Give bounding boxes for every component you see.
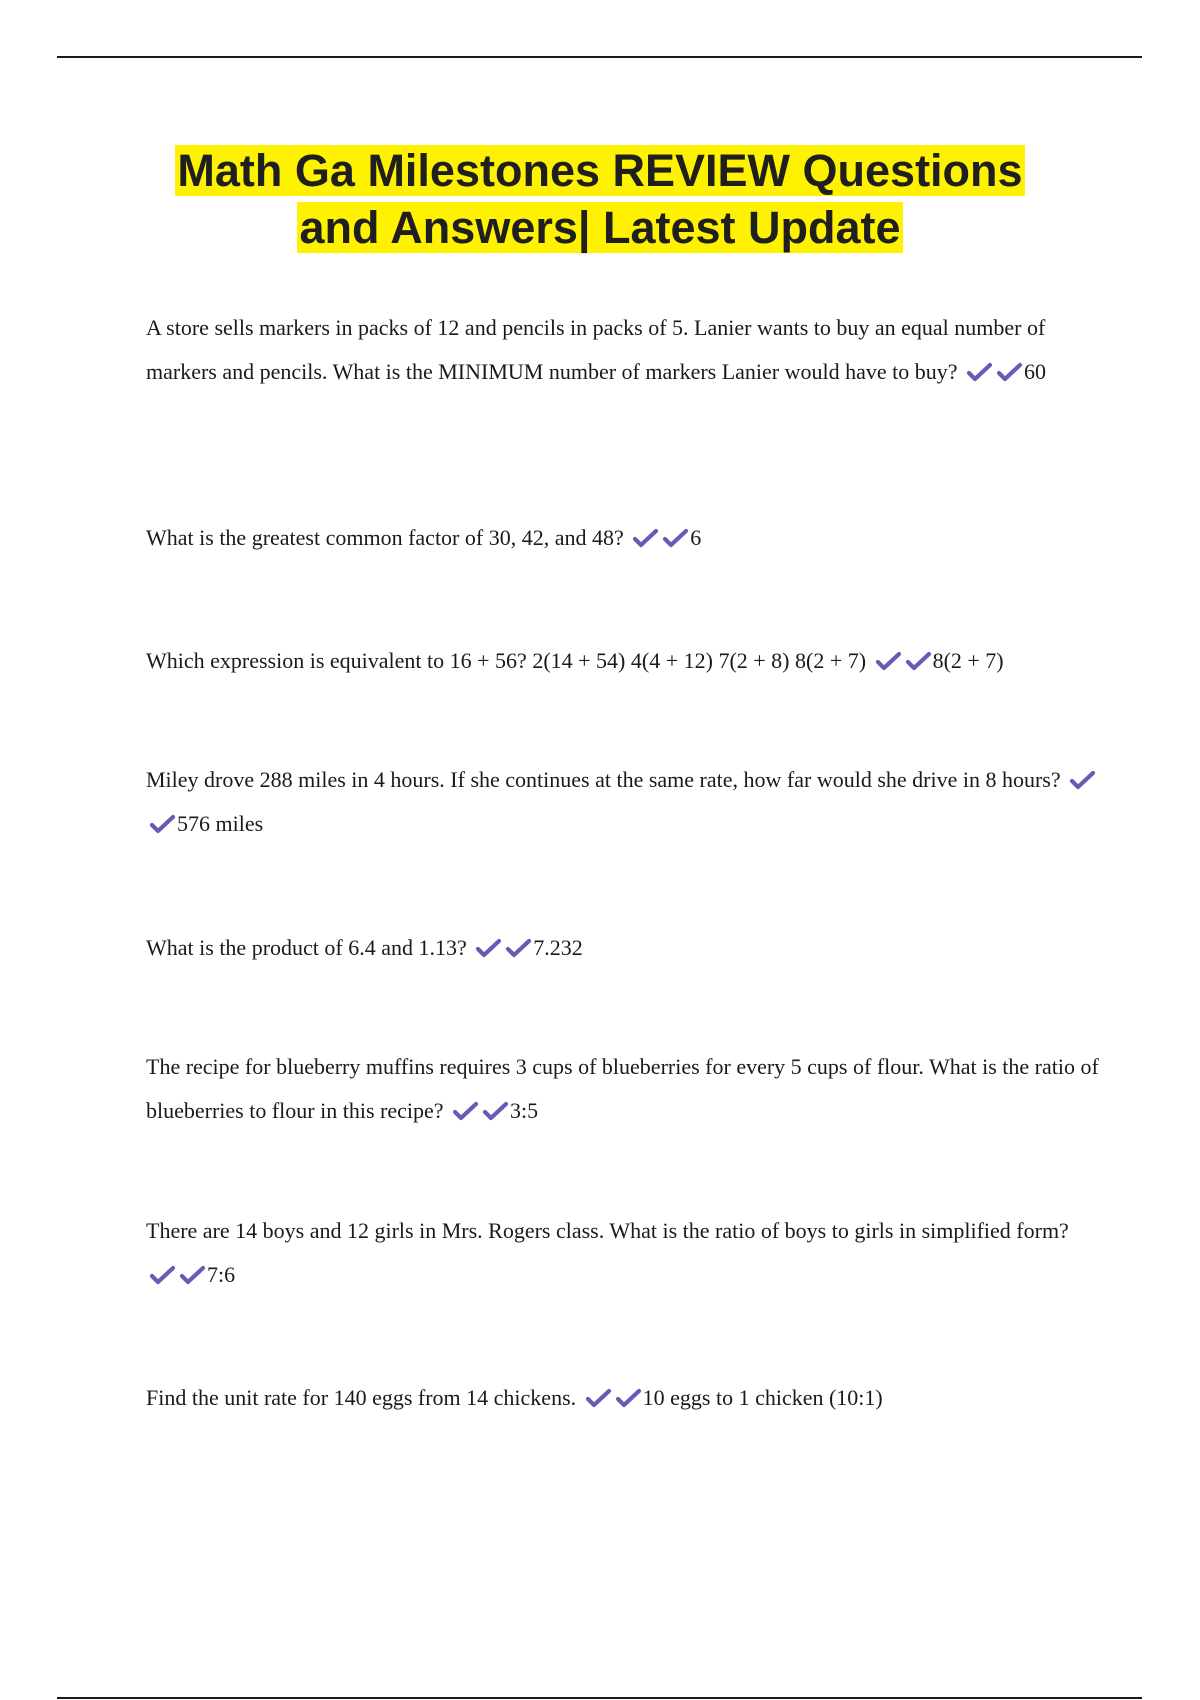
question-text: What is the greatest common factor of 30, 42, and 48? [146,525,624,550]
question-text: The recipe for blueberry muffins requires 3 cups of blueberries for every 5 cups of flour. What is the ratio of blueberries to flour in this recipe? [146,1054,1099,1123]
question-text: Miley drove 288 miles in 4 hours. If she continues at the same rate, how far would she drive in 8 hours? [146,767,1061,792]
question-text: A store sells markers in packs of 12 and pencils in packs of 5. Lanier wants to buy an equal number of markers and pencils. What is the MINIMUM number of markers Lanier would have to buy? [146,315,1046,384]
qa-item-4 [146,758,1101,846]
check-icon [505,937,532,959]
question-text: Which expression is equivalent to 16 + 56? 2(14 + 54) 4(4 + 12) 7(2 + 8) 8(2 + 7) [146,648,867,673]
answer-text: 8(2 + 7) [932,648,1004,673]
answer-text: 6 [690,525,702,550]
answer-text: 3:5 [510,1098,539,1123]
title-line-2: and Answers| Latest Update [299,202,901,253]
qa-item-3 [146,639,1101,683]
check-icon [905,650,932,672]
check-icon [632,527,659,549]
check-icon [149,1264,176,1286]
bottom-rule [57,1697,1142,1699]
check-icon [452,1100,479,1122]
answer-text: 7.232 [533,935,583,960]
qa-item-1 [146,306,1101,394]
qa-item-6 [146,1045,1101,1133]
check-icon [475,937,502,959]
title-line-1: Math Ga Milestones REVIEW Questions [177,145,1023,196]
qa-item-8 [146,1376,1101,1420]
check-icon [615,1387,642,1409]
answer-text: 7:6 [207,1262,236,1287]
answer-text: 60 [1024,359,1047,384]
check-icon [875,650,902,672]
check-icon [966,361,993,383]
document-title [80,142,1120,256]
question-text: Find the unit rate for 140 eggs from 14 chickens. [146,1385,577,1410]
check-icon [179,1264,206,1286]
qa-item-5 [146,926,1101,970]
check-icon [1069,769,1096,791]
top-rule [57,56,1142,58]
qa-item-2 [146,516,1101,560]
question-text: What is the product of 6.4 and 1.13? [146,935,467,960]
qa-item-7 [146,1209,1101,1297]
check-icon [482,1100,509,1122]
check-icon [585,1387,612,1409]
answer-text: 576 miles [177,811,264,836]
question-text: There are 14 boys and 12 girls in Mrs. Rogers class. What is the ratio of boys to girls in simplified form? [146,1218,1069,1243]
check-icon [149,813,176,835]
check-icon [662,527,689,549]
answer-text: 10 eggs to 1 chicken (10:1) [642,1385,883,1410]
check-icon [996,361,1023,383]
